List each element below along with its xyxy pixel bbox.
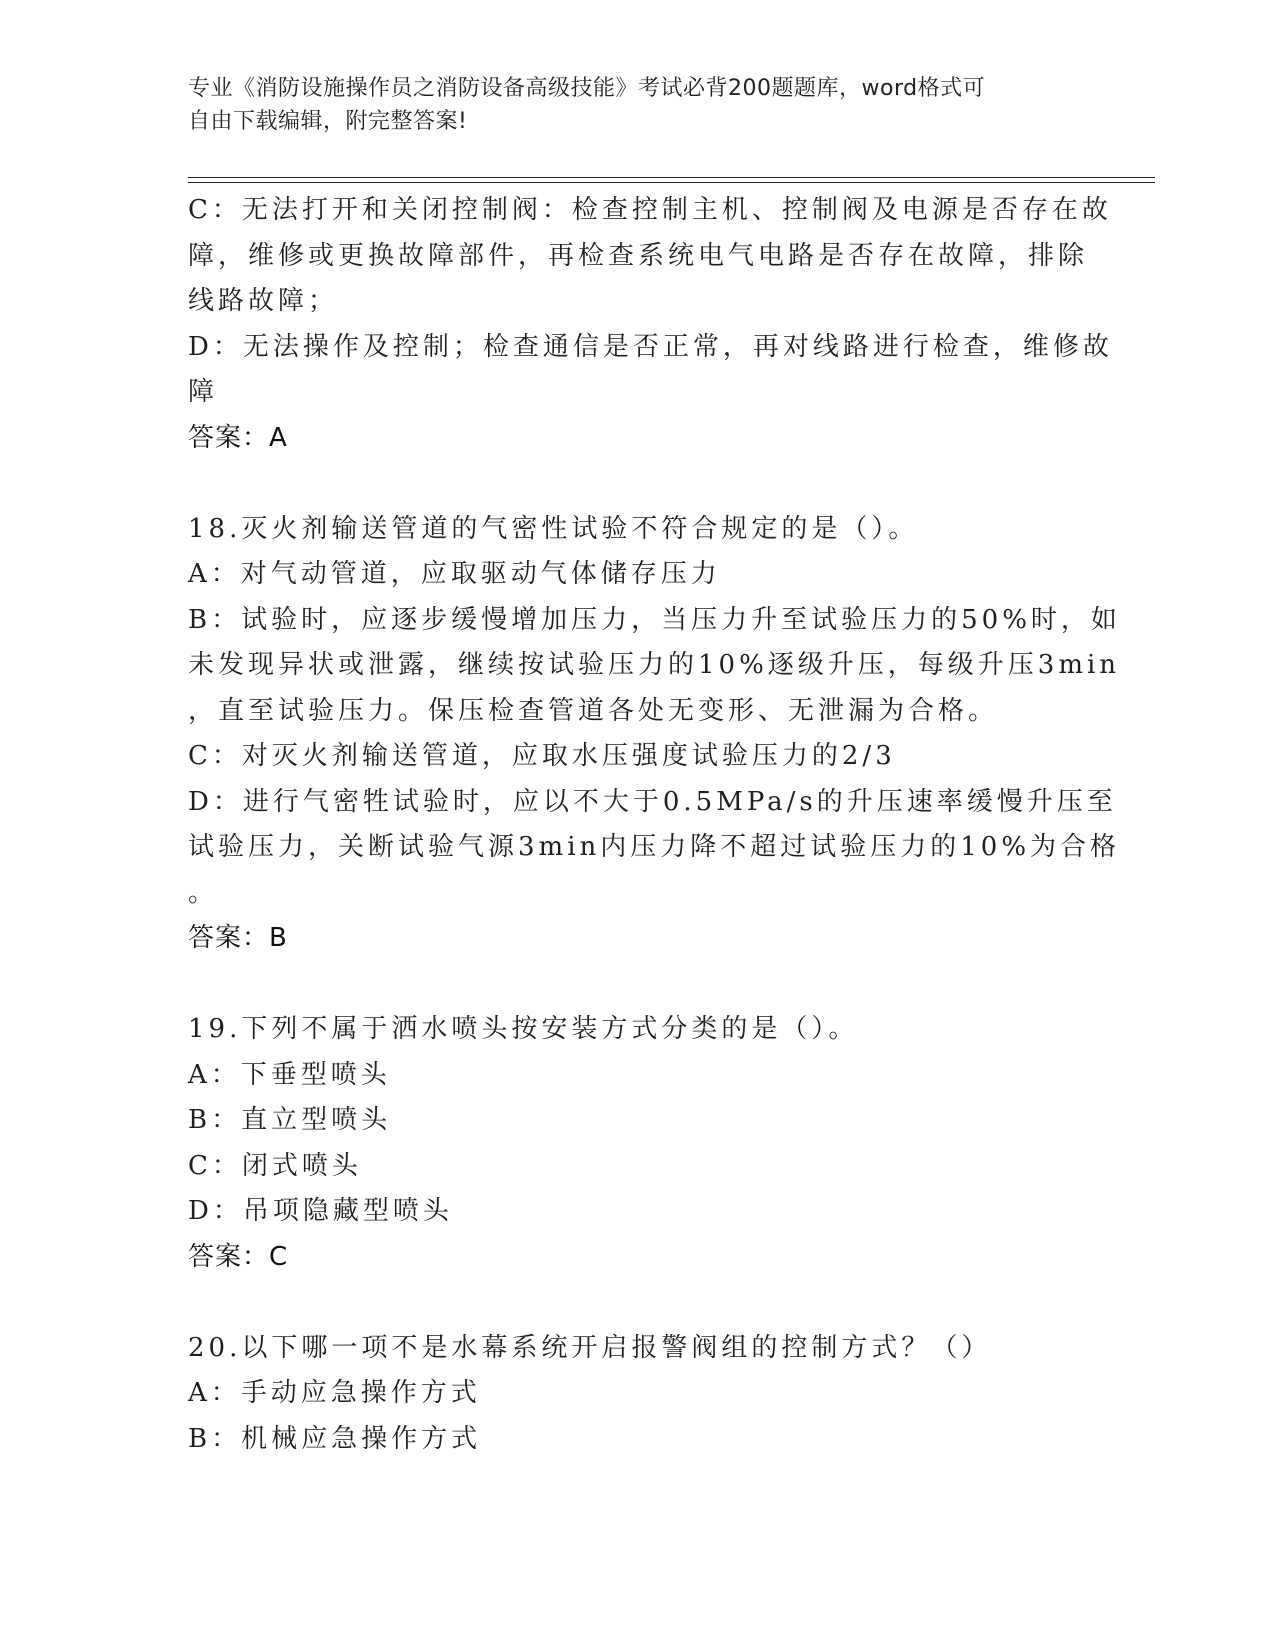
- q18-stem: 18.灭火剂输送管道的气密性试验不符合规定的是（）。: [188, 513, 919, 544]
- q19-answer: 答案：C: [188, 1241, 289, 1272]
- prev-question: [188, 188, 1113, 461]
- q18-option-d-line-2: 试验压力，关断试验气源3min内压力降不超过试验压力的10%为合格: [188, 832, 1121, 862]
- question-20: [188, 1326, 1078, 1463]
- q18-option-b-line-1: B：试验时，应逐步缓慢增加压力，当压力升至试验压力的50%时，如: [188, 604, 1121, 635]
- q19-option-d: D：吊项隐藏型喷头: [188, 1196, 453, 1226]
- q19-stem: 19.下列不属于洒水喷头按安装方式分类的是（）。: [188, 1014, 859, 1044]
- q20-option-a: A：手动应急操作方式: [188, 1378, 481, 1408]
- q20-stem: 20.以下哪一项不是水幕系统开启报警阀组的控制方式？（）: [188, 1332, 992, 1363]
- q18-option-d-line-3: 。: [188, 877, 219, 908]
- prev-option-c-line-2: 障，维修或更换故障部件，再检查系统电气电路是否存在故障，排除: [188, 240, 1089, 271]
- q20-option-b: B：机械应急操作方式: [188, 1423, 482, 1454]
- question-18: [188, 507, 1121, 962]
- prev-option-d-line-2: 障: [188, 377, 219, 407]
- q19-option-b: B：直立型喷头: [188, 1105, 392, 1135]
- prev-answer: 答案：A: [188, 422, 288, 453]
- q18-answer: 答案：B: [188, 923, 288, 953]
- header-line-2: 自由下载编辑，附完整答案!: [188, 109, 468, 134]
- prev-option-c-line-1: C：无法打开和关闭控制阀：检查控制主机、控制阀及电源是否存在故: [188, 195, 1112, 225]
- document-header: [188, 72, 1068, 138]
- q18-option-a: A：对气动管道，应取驱动气体储存压力: [188, 559, 721, 589]
- question-content: [188, 188, 1121, 1462]
- question-19: [188, 1007, 1078, 1280]
- prev-option-d-line-1: D：无法操作及控制；检查通信是否正常，再对线路进行检查，维修故: [188, 331, 1113, 362]
- prev-option-c-line-3: 线路故障；: [188, 286, 339, 316]
- q18-option-c: C：对灭火剂输送管道，应取水压强度试验压力的2/3: [188, 741, 896, 771]
- q19-option-c: C：闭式喷头: [188, 1150, 362, 1181]
- q18-option-b-line-2: 未发现异状或泄露，继续按试验压力的10%逐级升压，每级升压3min: [188, 650, 1121, 680]
- header-line-1: 专业《消防设施操作员之消防设备高级技能》考试必背200题题库，word格式可: [188, 76, 986, 101]
- q18-option-d-line-1: D：进行气密牲试验时，应以不大于0.5MPa/s的升压速率缓慢升压至: [188, 786, 1117, 817]
- header-divider-bottom: [188, 182, 1155, 183]
- q19-option-a: A：下垂型喷头: [188, 1059, 391, 1090]
- header-divider-top: [188, 177, 1155, 178]
- q18-option-b-line-3: ，直至试验压力。保压检查管道各处无变形、无泄漏为合格。: [188, 695, 999, 726]
